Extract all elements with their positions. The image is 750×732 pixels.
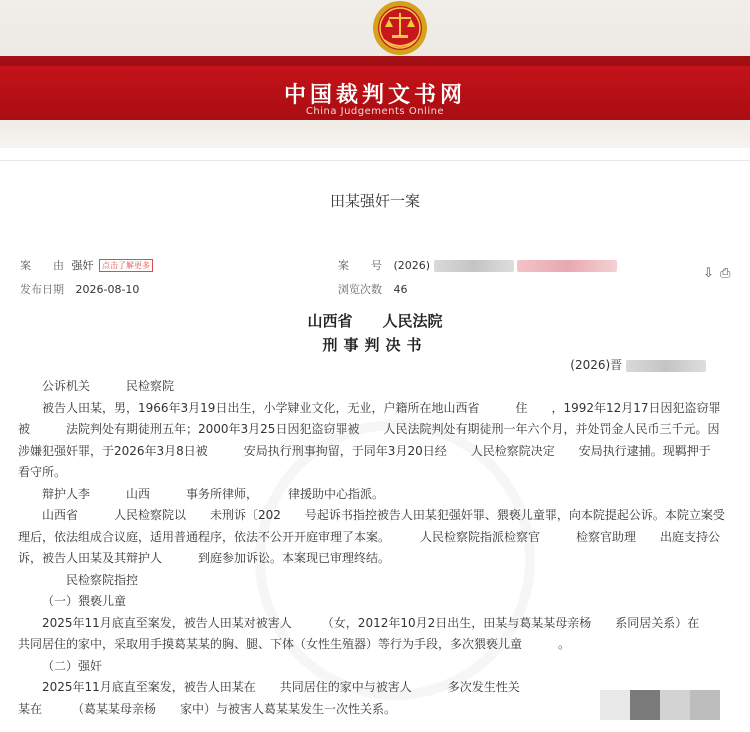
case-title: 田某强奸一案 (329, 192, 420, 210)
mosaic-block (600, 690, 630, 720)
case-number-value: (2026) (393, 259, 431, 272)
court-name: 山西省 人民法院 (307, 312, 443, 330)
view-count-value: 46 (393, 283, 408, 296)
download-icon[interactable]: ⇩ (703, 266, 714, 281)
redacted-text (626, 360, 706, 372)
section-heading: （一）猥亵儿童 (42, 594, 127, 608)
redacted-text (434, 260, 514, 272)
document-type: 刑事判决书 (322, 336, 428, 354)
mosaic-redaction (600, 690, 720, 720)
court-emblem-icon (370, 0, 430, 60)
header-divider (0, 160, 750, 161)
paragraph: 辩护人李 山西 事务所律师， 律援助中心指派。 (42, 486, 385, 501)
document-number-value: (2026)晋 (570, 358, 623, 372)
judgment-body (18, 376, 747, 720)
view-count-label: 浏览次数 (338, 283, 382, 296)
mosaic-block (660, 690, 690, 720)
publish-date-value: 2026-08-10 (75, 283, 140, 296)
learn-more-link[interactable]: 点击了解更多 (99, 259, 153, 272)
paragraph: 山西省 人民检察院以 未刑诉〔202 号起诉书指控被告人田某犯强奸罪、猥亵儿童罪，向本院提起公诉。本院立案受理后，依法组成合议庭，适用普通程序，依法不公开开庭审理了本案。 人民检察院指派检察官 检察官助理 出庭支持公诉，被告人田某及其辩护人 到庭参加诉讼。本案现已审理终结。 (18, 508, 725, 565)
case-number-label: 案 号 (338, 259, 382, 272)
document-number (570, 356, 706, 373)
mosaic-block (630, 690, 660, 720)
case-cause-value: 强奸 (71, 259, 94, 272)
publish-date-label: 发布日期 (20, 283, 64, 296)
case-number (338, 257, 617, 273)
publish-date (20, 281, 139, 297)
case-cause (20, 257, 153, 273)
paragraph: 某在 （葛某某母亲杨 家中）与被害人葛某某发生一次性关系。 (18, 701, 397, 716)
site-subtitle: China Judgements Online (305, 106, 445, 117)
paragraph: 被告人田某，男，1966年3月19日出生，小学肄业文化，无业，户籍所在地山西省 住 ，1992年12月17日因犯盗窃罪被 法院判处有期徒刑五年；2000年3月25日因犯盗窃罪被 人民法院判处有期徒刑一年六个月，并处罚金人民币三千元。因涉嫌犯强奸罪，于2026年3月8日被 安局执行刑事拘留，于同年3月20日经 人民检察院决定 安局执行逮捕。现羁押于 看守所。 (18, 400, 747, 479)
site-header (0, 0, 750, 148)
redacted-text (517, 260, 617, 272)
case-cause-label: 案 由 (20, 259, 64, 272)
paragraph: 民检察院指控 (42, 572, 139, 587)
header-band-bottom (0, 120, 750, 148)
site-title: 中国裁判文书网 (283, 83, 466, 108)
print-icon[interactable]: ⎙ (720, 266, 731, 281)
paragraph: 2025年11月底直至案发，被告人田某对被害人 （女，2012年10月2日出生，田某与葛某某母亲杨 系同居关系）在 共同居住的家中，采取用手摸葛某某的胸、腿、下体（女性生殖器）等行为手段，多次猥亵儿童 。 (18, 615, 724, 651)
paragraph: 公诉机关 民检察院 (42, 379, 175, 393)
section-heading: （二）强奸 (42, 658, 103, 673)
view-count (338, 281, 408, 297)
mosaic-block (690, 690, 720, 720)
paragraph: 2025年11月底直至案发，被告人田某在 共同居住的家中与被害人 多次发生性关 (42, 680, 520, 694)
